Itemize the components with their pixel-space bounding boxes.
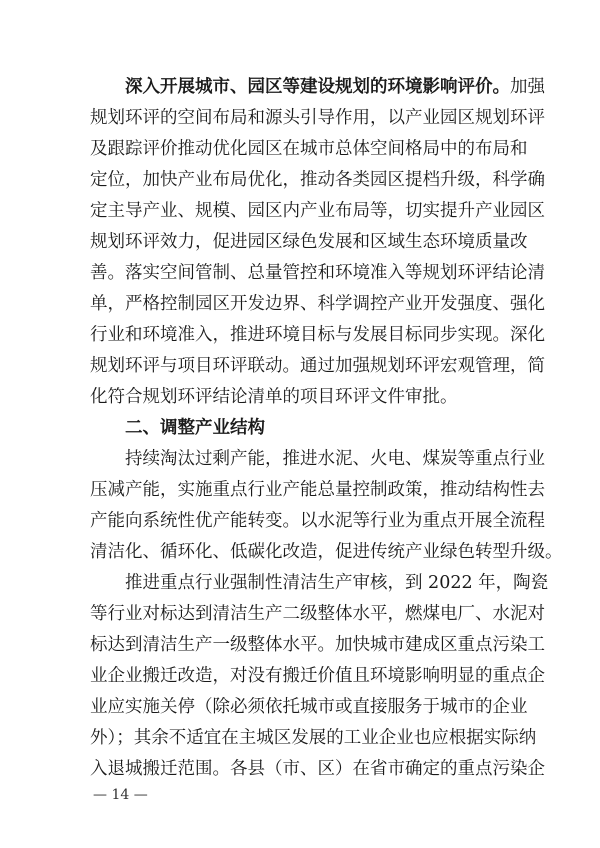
text-line: 定主导产业、规模、园区内产业布局等，切实提升产业园区 [90,201,545,221]
text-line: 产能向系统性优产能转变。以水泥等行业为重点开展全流程 [90,511,545,531]
text-line: 规划环评的空间布局和源头引导作用，以产业园区规划环评 [90,108,545,128]
text-line: 压减产能，实施重点行业产能总量控制政策，推动结构性去 [90,480,545,500]
text-line: 业应实施关停（除必须依托城市或直接服务于城市的企业 [90,697,528,717]
text-line: 等行业对标达到清洁生产二级整体水平，燃煤电厂、水泥对 [90,604,545,624]
text-line: 及跟踪评价推动优化园区在城市总体空间格局中的布局和 [90,139,528,159]
paragraph-first-line: 持续淘汰过剩产能，推进水泥、火电、煤炭等重点行业 [125,449,545,469]
text-line: 善。落实空间管制、总量管控和环境准入等规划环评结论清 [90,263,545,283]
paragraph-first-line: 推进重点行业强制性清洁生产审核，到 2022 年，陶瓷 [125,573,549,593]
section-heading: 二、调整产业结构 [125,418,265,438]
text-line: 单，严格控制园区开发边界、科学调控产业开发强度、强化 [90,294,545,314]
paragraph-first-line [90,72,545,103]
text-line: 化符合规划环评结论清单的项目环评文件审批。 [90,387,458,407]
paragraph-first-line-rest: 加强 [510,77,545,97]
text-line: 外）；其余不适宜在主城区发展的工业企业也应根据实际纳 [90,728,537,748]
text-line: 标达到清洁生产一级整体水平。加快城市建成区重点污染工 [90,635,545,655]
paragraph-capacity-reduction [90,444,563,568]
text-line: 清洁化、循环化、低碳化改造，促进传统产业绿色转型升级。 [90,542,563,562]
text-line: 业企业搬迁改造，对没有搬迁价值且环境影响明显的重点企 [90,666,545,686]
text-line: 规划环评效力，促进园区绿色发展和区域生态环境质量改 [90,232,528,252]
paragraph-planning-eia [90,72,545,413]
text-line: 行业和环境准入，推进环境目标与发展目标同步实现。深化 [90,325,545,345]
page-number: — 14 — [93,787,148,803]
text-line: 规划环评与项目环评联动。通过加强规划环评宏观管理，简 [90,356,545,376]
text-line: 定位，加快产业布局优化，推动各类园区提档升级，科学确 [90,170,545,190]
paragraph-lead-sentence: 深入开展城市、园区等建设规划的环境影响评价。 [125,77,510,97]
text-line: 入退城搬迁范围。各县（市、区）在省市确定的重点污染企 [90,759,545,779]
paragraph-cleaner-production [90,568,549,785]
